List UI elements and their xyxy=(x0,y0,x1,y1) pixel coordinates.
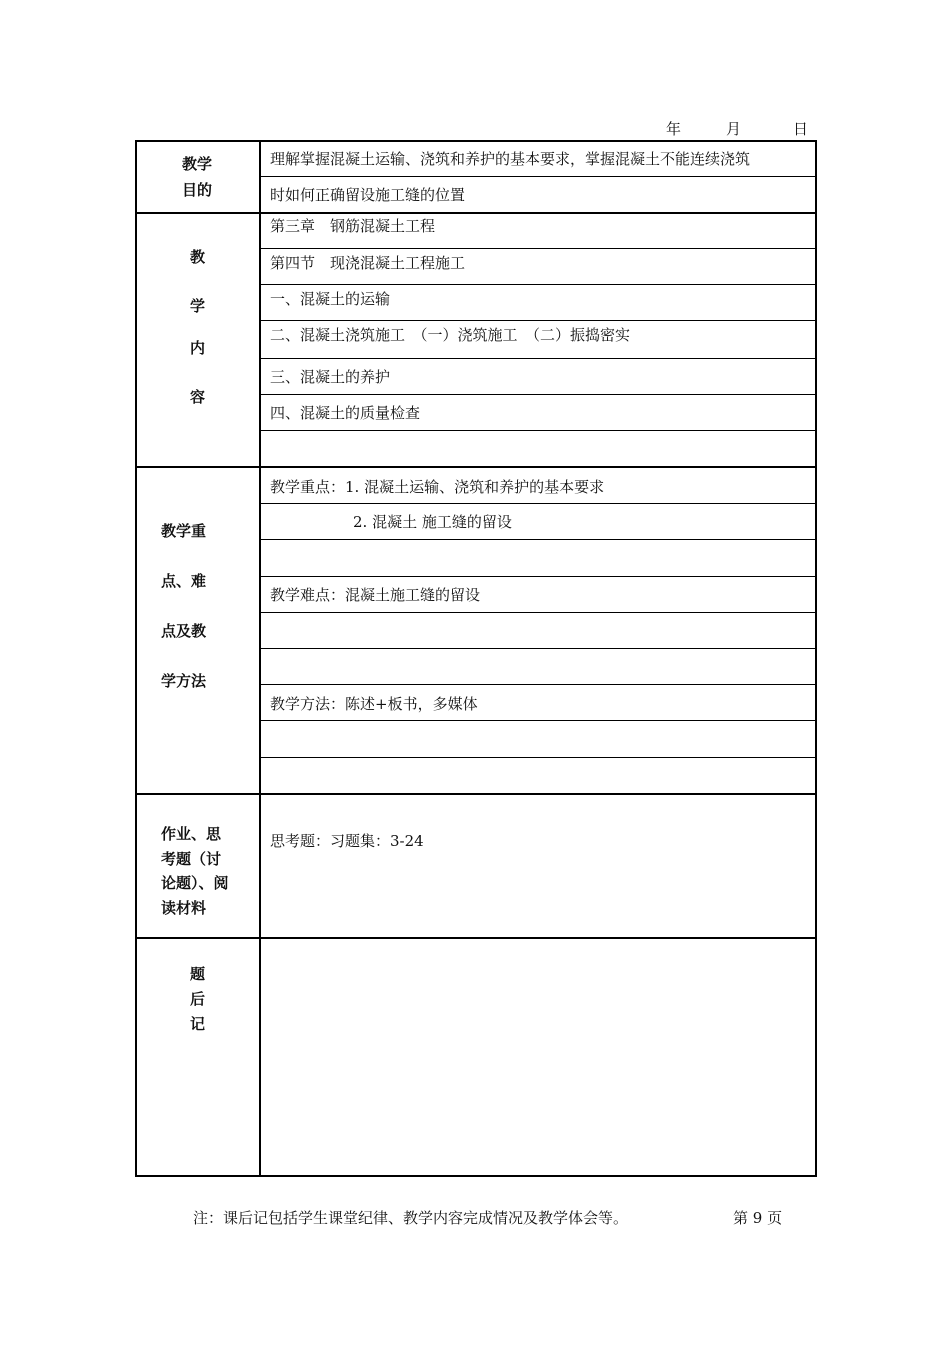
line-divider xyxy=(260,176,817,177)
objective-text: 理解掌握混凝土运输、浇筑和养护的基本要求，掌握混凝土不能连续浇筑 xyxy=(270,150,751,168)
afterword-label: 记 xyxy=(190,1015,206,1033)
line-divider xyxy=(260,757,817,758)
objective-label: 目的 xyxy=(182,181,213,199)
line-divider xyxy=(260,358,817,359)
homework-text: 思考题：习题集：3-24 xyxy=(270,832,424,850)
content-label: 学 xyxy=(190,297,206,315)
objective-text: 时如何正确留设施工缝的位置 xyxy=(270,186,466,204)
line-divider xyxy=(260,320,817,321)
afterword-label: 题 xyxy=(190,965,206,983)
line-divider xyxy=(260,248,817,249)
line-divider xyxy=(260,284,817,285)
line-divider xyxy=(260,684,817,685)
line-divider xyxy=(260,648,817,649)
column-divider xyxy=(259,140,261,1177)
line-divider xyxy=(260,430,817,431)
key-points-label: 点、难 xyxy=(161,572,207,590)
homework-label: 考题（讨 xyxy=(161,850,222,868)
line-divider xyxy=(260,720,817,721)
page-number: 第 9 页 xyxy=(733,1209,783,1227)
key-point-line: 教学重点：1. 混凝土运输、浇筑和养护的基本要求 xyxy=(270,478,605,496)
content-line: 第四节 现浇混凝土工程施工 xyxy=(270,254,466,272)
line-divider xyxy=(260,539,817,540)
homework-label: 读材料 xyxy=(161,899,207,917)
key-points-label: 教学重 xyxy=(161,522,207,540)
row-divider xyxy=(135,793,817,795)
method-line: 教学方法：陈述+板书，多媒体 xyxy=(270,695,478,713)
row-divider xyxy=(135,466,817,468)
key-points-label: 点及教 xyxy=(161,622,207,640)
line-divider xyxy=(260,394,817,395)
row-divider xyxy=(135,937,817,939)
content-label: 内 xyxy=(190,339,206,357)
content-line: 一、混凝土的运输 xyxy=(270,290,391,308)
date-month-label: 月 xyxy=(726,120,742,138)
footer-note: 注：课后记包括学生课堂纪律、教学内容完成情况及教学体会等。 xyxy=(193,1209,629,1227)
content-line: 四、混凝土的质量检查 xyxy=(270,404,421,422)
afterword-label: 后 xyxy=(190,990,206,1008)
homework-label: 论题）、阅 xyxy=(161,874,229,892)
line-divider xyxy=(260,503,817,504)
row-divider xyxy=(135,212,817,214)
content-line: 三、混凝土的养护 xyxy=(270,368,391,386)
date-day-label: 日 xyxy=(793,120,809,138)
line-divider xyxy=(260,576,817,577)
key-point-line: 2. 混凝土 施工缝的留设 xyxy=(353,513,512,531)
content-line: 二、混凝土浇筑施工 （一）浇筑施工 （二）振捣密实 xyxy=(270,326,631,344)
homework-label: 作业、思 xyxy=(161,825,222,843)
content-label: 教 xyxy=(190,248,206,266)
content-line: 第三章 钢筋混凝土工程 xyxy=(270,217,436,235)
key-points-label: 学方法 xyxy=(161,672,207,690)
objective-label: 教学 xyxy=(182,155,213,173)
difficulty-line: 教学难点：混凝土施工缝的留设 xyxy=(270,586,481,604)
content-label: 容 xyxy=(190,388,206,406)
line-divider xyxy=(260,612,817,613)
lesson-plan-table xyxy=(135,140,817,1177)
date-year-label: 年 xyxy=(666,120,682,138)
